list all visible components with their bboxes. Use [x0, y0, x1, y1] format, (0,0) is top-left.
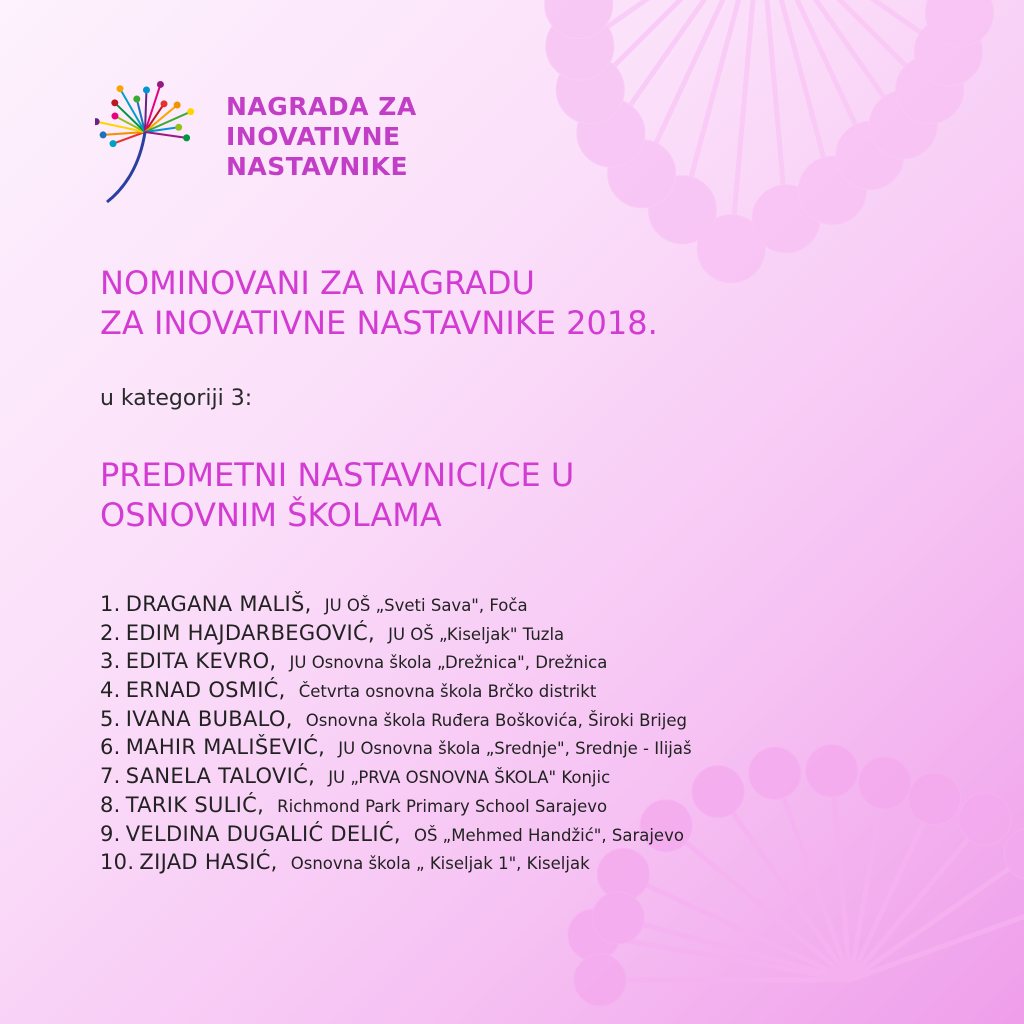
decor-dot [692, 766, 744, 818]
nominee-name: ZIJAD HASIĆ, [139, 850, 278, 875]
nominee-name: MAHIR MALIŠEVIĆ, [125, 735, 326, 760]
nominee-school: Četvrta osnovna škola Brčko distrikt [298, 682, 597, 702]
category-intro: u kategoriji 3: [100, 386, 253, 411]
nominee-school: JU „PRVA OSNOVNA ŠKOLA" Konjic [328, 768, 611, 788]
logo-dot [133, 96, 140, 103]
logo-dot [143, 87, 150, 94]
nominee-name: EDITA KEVRO, [125, 649, 277, 674]
decor-ray [850, 783, 885, 980]
nominee-item [100, 678, 692, 707]
logo-dot [157, 81, 164, 88]
logo-dot [117, 85, 124, 92]
decor-ray [850, 901, 1024, 980]
nominee-item [100, 764, 692, 793]
logo-dot [110, 140, 117, 147]
nominee-number: 7. [100, 764, 121, 789]
logo-dot [100, 131, 107, 138]
category-line-1: PREDMETNI NASTAVNICI/CE U [100, 456, 575, 494]
nominee-school: JU OŠ „Kiseljak" Tuzla [388, 624, 565, 644]
nominee-name: TARIK SULIĆ, [125, 792, 265, 817]
decor-dot [749, 747, 801, 799]
nominee-number: 10. [100, 850, 135, 875]
nominee-school: JU Osnovna škola „Drežnica", Drežnica [289, 653, 608, 673]
logo-dot [111, 99, 118, 106]
decor-ray [594, 935, 850, 980]
logo-dot [174, 102, 181, 109]
category-line-2: OSNOVNIM ŠKOLAMA [100, 496, 442, 534]
logo-ray [145, 132, 187, 138]
nominee-school: Osnovna škola Ruđera Boškovića, Široki Brijeg [305, 710, 687, 730]
nominee-school: JU OŠ „Sveti Sava", Foča [324, 596, 528, 615]
nominee-school: Richmond Park Primary School Sarajevo [277, 796, 608, 816]
logo-dot [111, 113, 118, 120]
nominee-name: IVANA BUBALO, [125, 706, 293, 731]
decor-dot [574, 954, 626, 1006]
logo-dot [161, 100, 168, 107]
nominee-number: 5. [100, 706, 121, 731]
title-line-2: ZA INOVATIVNE NASTAVNIKE 2018. [100, 304, 658, 342]
nominee-item [100, 621, 692, 650]
decor-dot [592, 892, 644, 944]
nominee-school: OŠ „Mehmed Handžić", Sarajevo [413, 825, 684, 845]
nominee-number: 1. [100, 592, 121, 616]
logo-dot [187, 108, 194, 115]
logo-line-1: NAGRADA ZA [226, 92, 417, 121]
logo-dot [183, 134, 190, 141]
dandelion-logo-icon [95, 70, 215, 205]
decor-dot [806, 745, 858, 797]
logo-wordmark [226, 92, 417, 182]
nominee-number: 6. [100, 735, 121, 760]
nominee-name: EDIM HAJDARBEGOVIĆ, [125, 620, 375, 645]
nominee-school: Osnovna škola „ Kiseljak 1", Kiseljak [290, 854, 590, 874]
nominee-number: 4. [100, 678, 121, 703]
nominee-name: VELDINA DUGALIĆ DELIĆ, [125, 821, 401, 846]
nominee-item [100, 793, 692, 822]
nominee-list [100, 592, 692, 879]
nominee-item [100, 649, 692, 678]
decor-dot [909, 773, 961, 825]
category-heading [100, 455, 574, 535]
nominee-item [100, 735, 692, 764]
nominee-number: 3. [100, 649, 121, 674]
nominee-name: ERNAD OSMIĆ, [125, 678, 286, 703]
nominee-number: 9. [100, 821, 121, 846]
nominee-item [100, 592, 692, 621]
logo-line-3: NASTAVNIKE [226, 152, 409, 181]
nominee-number: 8. [100, 792, 121, 817]
decor-dot [859, 757, 911, 809]
logo-dot [175, 124, 182, 131]
logo-ray [96, 122, 145, 132]
nominee-number: 2. [100, 620, 121, 645]
logo-line-2: INOVATIVNE [226, 122, 401, 151]
nominee-name: SANELA TALOVIĆ, [125, 764, 316, 789]
nominee-item [100, 850, 692, 879]
nominee-school: JU Osnovna škola „Srednje", Srednje - Ilijaš [338, 739, 692, 759]
decor-dot [959, 793, 1011, 845]
title-line-1: NOMINOVANI ZA NAGRADU [100, 264, 535, 302]
nominee-item [100, 707, 692, 736]
nominee-name: DRAGANA MALIŠ, [125, 592, 312, 616]
logo-dot [95, 118, 100, 125]
nominee-item [100, 822, 692, 851]
page-title [100, 263, 658, 343]
